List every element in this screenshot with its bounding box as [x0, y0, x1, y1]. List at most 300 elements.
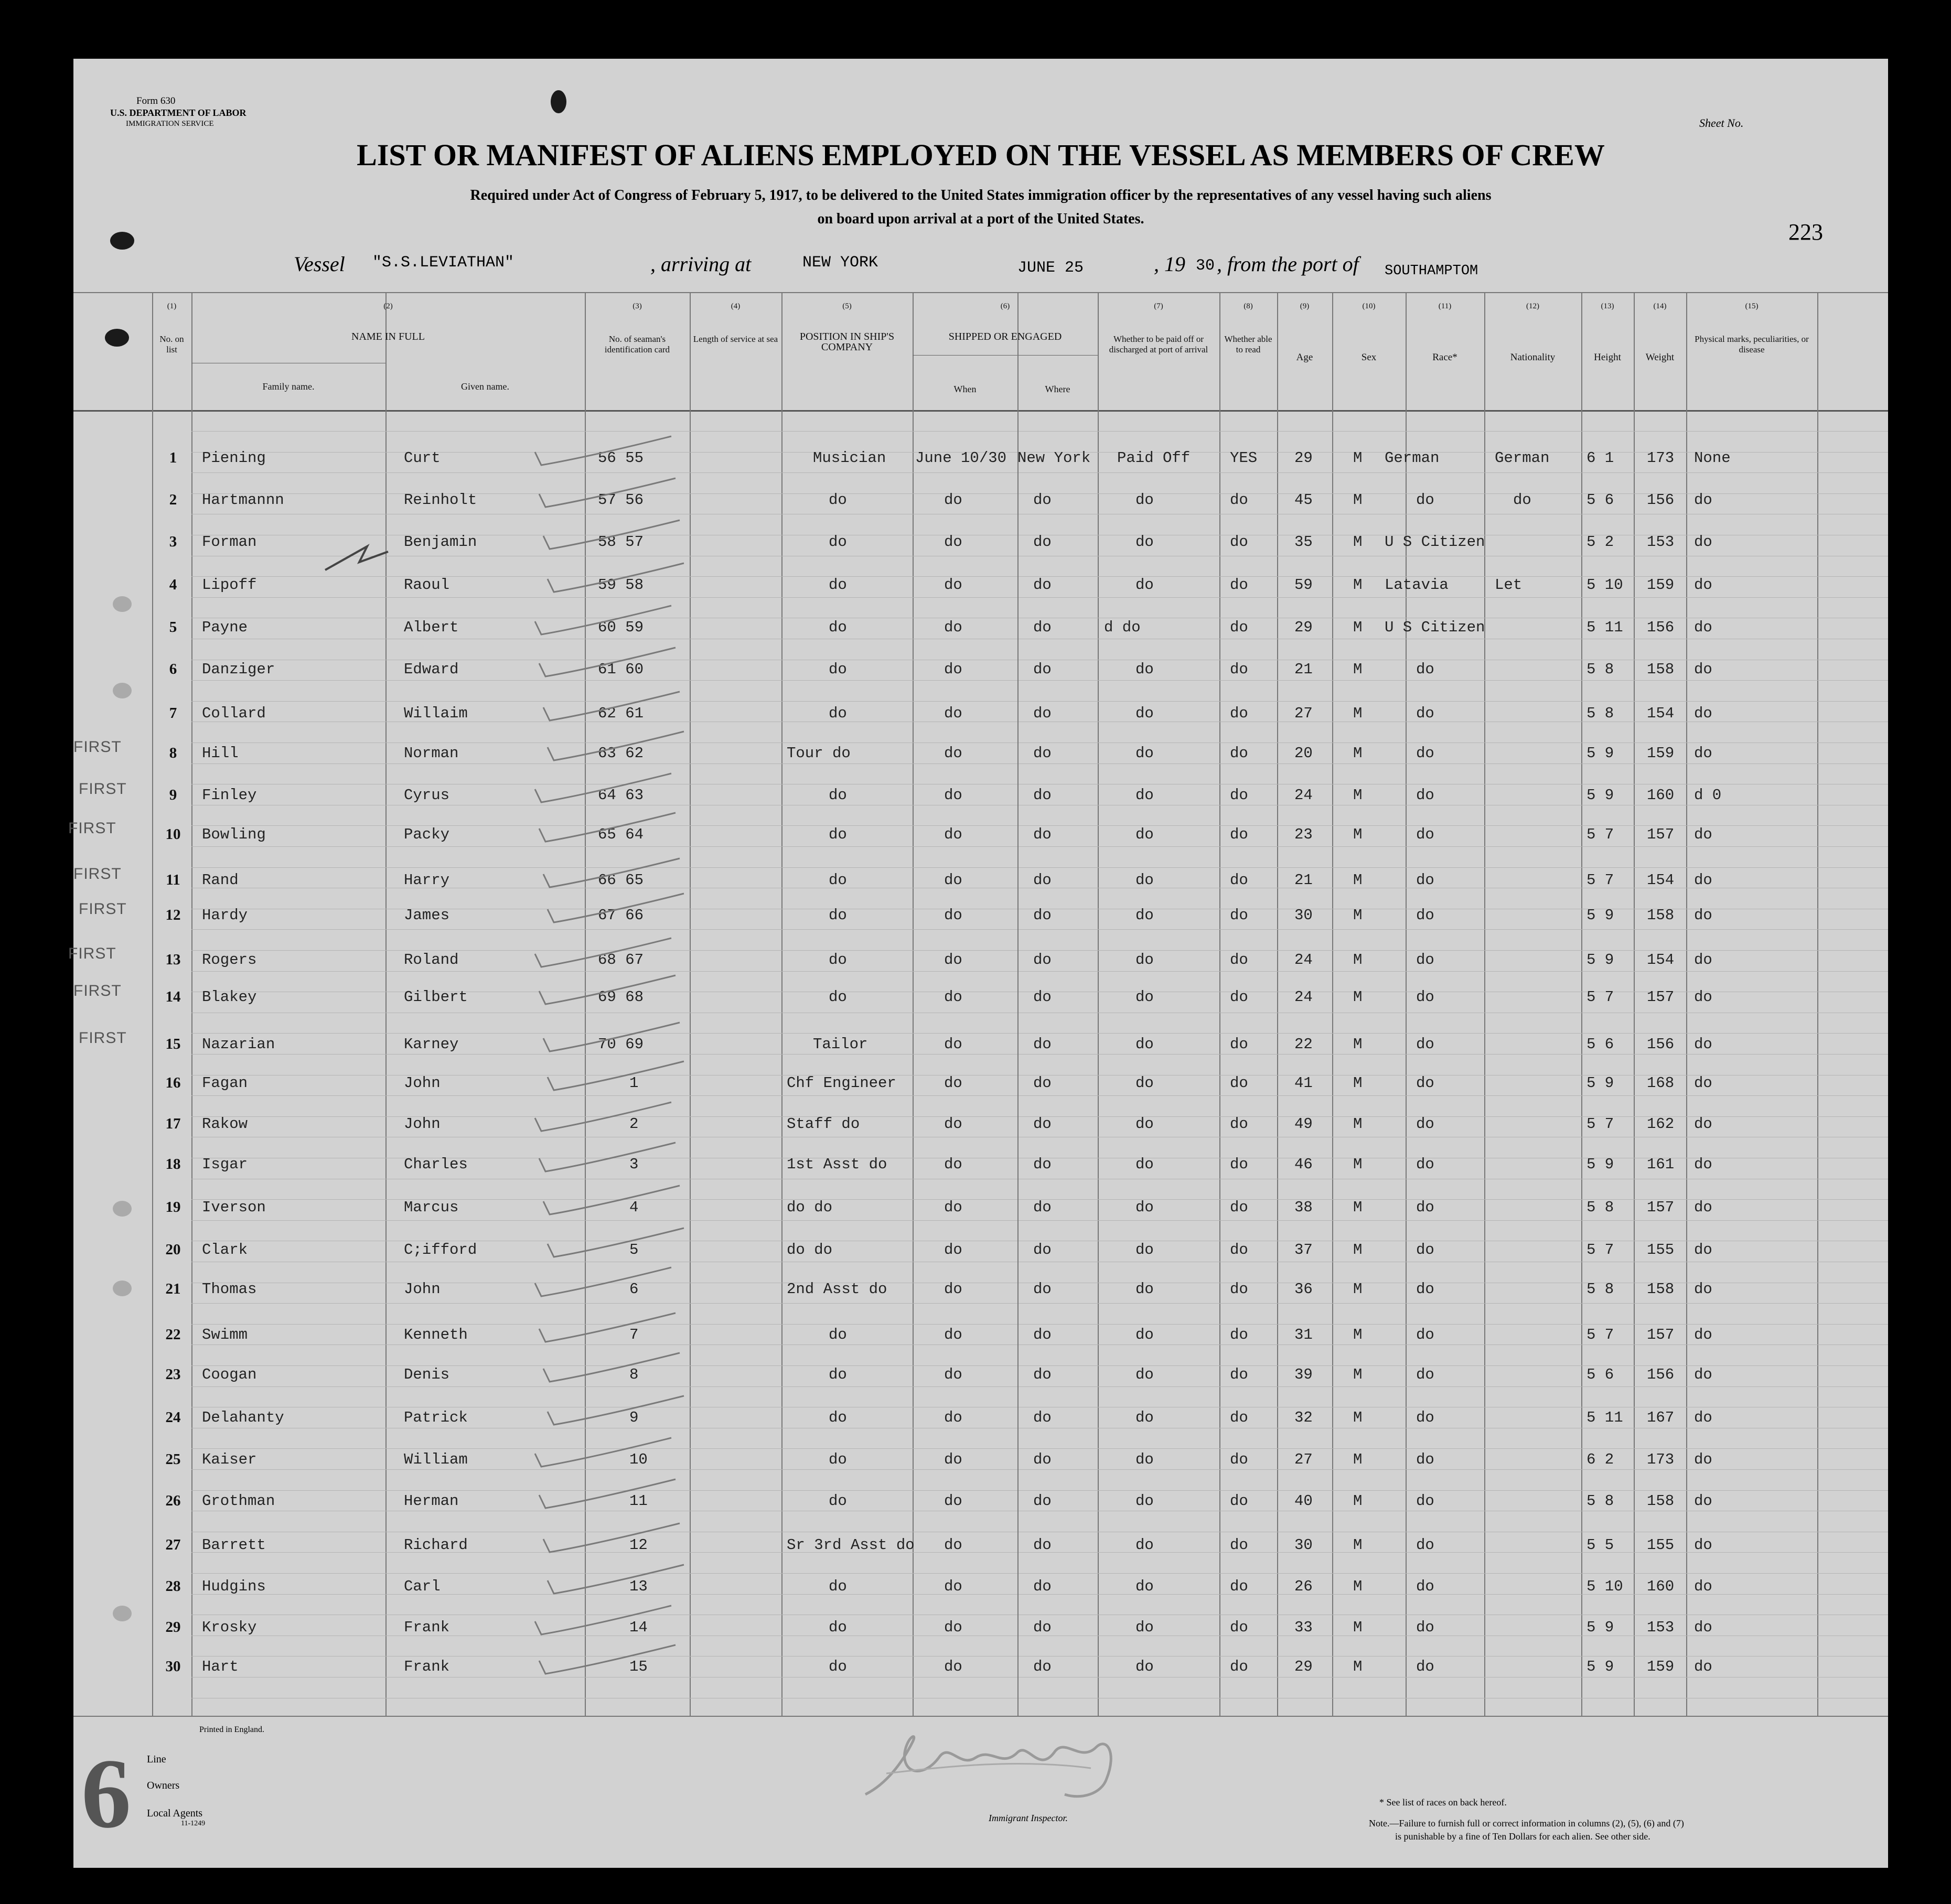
height: 5 9 — [1586, 787, 1614, 804]
weight: 161 — [1647, 1156, 1675, 1173]
shipped-when: do — [944, 1658, 962, 1675]
column-header-h5: POSITION IN SHIP'S COMPANY — [799, 331, 895, 353]
physical-marks: do — [1694, 745, 1712, 762]
age: 26 — [1294, 1578, 1313, 1595]
height: 5 8 — [1586, 1199, 1614, 1216]
race: do — [1416, 745, 1434, 762]
weight: 158 — [1647, 1281, 1675, 1298]
row-number: 25 — [165, 1451, 181, 1468]
position: do do — [787, 1241, 833, 1258]
shipped-where: do — [1033, 1036, 1052, 1053]
position: do — [829, 1409, 847, 1426]
weight: 156 — [1647, 491, 1675, 509]
able-to-read: do — [1230, 1619, 1248, 1636]
family-name: Kaiser — [202, 1451, 257, 1468]
paid-off: do — [1135, 1658, 1154, 1675]
height: 5 9 — [1586, 1658, 1614, 1675]
height: 6 1 — [1586, 449, 1614, 467]
big-number: 6 — [81, 1739, 131, 1849]
column-divider — [585, 292, 586, 1716]
position: Sr 3rd Asst do — [787, 1536, 915, 1554]
paid-off: do — [1135, 1366, 1154, 1383]
shipped-where: do — [1033, 988, 1052, 1006]
punch-hole — [551, 90, 566, 113]
shipped-when: do — [944, 1199, 962, 1216]
shipped-where: do — [1033, 619, 1052, 636]
height: 5 7 — [1586, 1115, 1614, 1133]
height: 5 10 — [1586, 1578, 1623, 1595]
age: 22 — [1294, 1036, 1313, 1053]
arrow-mark — [325, 546, 388, 570]
height: 5 5 — [1586, 1536, 1614, 1554]
race: do — [1416, 1536, 1434, 1554]
height: 5 7 — [1586, 988, 1614, 1006]
sex: M — [1353, 787, 1363, 804]
subtitle-1: Required under Act of Congress of February 5, 1917, to be delivered to the United States immigration officer by the representatives of any vessel having such aliens — [470, 187, 1492, 203]
physical-marks: do — [1694, 1409, 1712, 1426]
age: 35 — [1294, 533, 1313, 551]
age: 31 — [1294, 1326, 1313, 1343]
sex: M — [1353, 1366, 1363, 1383]
physical-marks: None — [1694, 449, 1731, 467]
row-number: 12 — [165, 907, 181, 923]
weight: 159 — [1647, 745, 1675, 762]
race: do — [1416, 1366, 1434, 1383]
row-number: 27 — [165, 1536, 181, 1553]
family-name: Finley — [202, 787, 257, 804]
family-name: Clark — [202, 1241, 248, 1258]
row-rule — [191, 472, 1888, 473]
shipped-where: do — [1033, 1619, 1052, 1636]
punch-hole — [105, 329, 129, 347]
shipped-where: do — [1033, 1366, 1052, 1383]
check-mark — [535, 1267, 671, 1296]
sex: M — [1353, 745, 1363, 762]
footer-agents: Local Agents — [147, 1808, 203, 1819]
shipped-when: do — [944, 1619, 962, 1636]
seaman-card-number: 7 — [629, 1326, 639, 1343]
able-to-read: do — [1230, 1658, 1248, 1675]
family-name: Bowling — [202, 826, 266, 843]
family-name: Iverson — [202, 1199, 266, 1216]
column-number-n3: (3) — [633, 302, 642, 310]
race: do — [1416, 1409, 1434, 1426]
physical-marks: do — [1694, 1326, 1712, 1343]
footer-owners: Owners — [147, 1780, 180, 1791]
column-header-where: Where — [1045, 384, 1070, 394]
given-name: Norman — [404, 745, 459, 762]
position: Tour do — [787, 745, 851, 762]
shipped-where: do — [1033, 1536, 1052, 1554]
weight: 162 — [1647, 1115, 1675, 1133]
height: 5 6 — [1586, 491, 1614, 509]
able-to-read: do — [1230, 951, 1248, 969]
column-number-n1: (1) — [167, 302, 177, 310]
seaman-card-number: 70 69 — [598, 1036, 644, 1053]
sex: M — [1353, 1578, 1363, 1595]
sex: M — [1353, 988, 1363, 1006]
sex: M — [1353, 1619, 1363, 1636]
weight: 158 — [1647, 1492, 1675, 1510]
row-number: 3 — [169, 533, 177, 550]
race: do — [1416, 1156, 1434, 1173]
shipped-when: do — [944, 491, 962, 509]
family-name: Rand — [202, 872, 239, 889]
inspector-signature — [855, 1721, 1128, 1810]
sex: M — [1353, 1451, 1363, 1468]
race: do — [1416, 907, 1434, 924]
shipped-when: do — [944, 533, 962, 551]
family-name: Danziger — [202, 661, 275, 678]
column-number-n10: (10) — [1362, 302, 1376, 310]
check-marks — [73, 59, 1888, 1868]
height: 5 6 — [1586, 1366, 1614, 1383]
row-number: 30 — [165, 1658, 181, 1675]
height: 5 2 — [1586, 533, 1614, 551]
height: 5 7 — [1586, 1326, 1614, 1343]
row-number: 9 — [169, 787, 177, 803]
age: 30 — [1294, 1536, 1313, 1554]
row-number: 26 — [165, 1492, 181, 1509]
column-divider — [1406, 292, 1407, 1716]
punch-hole — [113, 1606, 132, 1621]
sex: M — [1353, 1326, 1363, 1343]
race: do — [1416, 951, 1434, 969]
seaman-card-number: 66 65 — [598, 872, 644, 889]
given-name: Frank — [404, 1658, 450, 1675]
shipped-where: do — [1033, 826, 1052, 843]
row-number: 4 — [169, 576, 177, 593]
position: do — [829, 1451, 847, 1468]
given-name: John — [404, 1281, 441, 1298]
column-header-h8: Whether able to read — [1224, 334, 1272, 354]
shipped-subheader-rule — [913, 355, 1098, 356]
seaman-card-number: 58 57 — [598, 533, 644, 551]
given-name: Raoul — [404, 576, 450, 594]
check-mark — [548, 1228, 684, 1257]
paid-off: do — [1135, 705, 1154, 722]
shipped-when: do — [944, 787, 962, 804]
sheet-label: Sheet No. — [1699, 116, 1744, 130]
height: 5 11 — [1586, 619, 1623, 636]
row-number: 19 — [165, 1199, 181, 1215]
column-number-n7: (7) — [1154, 302, 1163, 310]
race: do — [1416, 1115, 1434, 1133]
footer-line: Line — [147, 1754, 166, 1765]
year: 30 — [1196, 257, 1215, 275]
seaman-card-number: 3 — [629, 1156, 639, 1173]
race: do — [1416, 787, 1434, 804]
seaman-card-number: 9 — [629, 1409, 639, 1426]
shipped-where: do — [1033, 1074, 1052, 1092]
arriving-label: , arriving at — [650, 252, 752, 276]
first-stamp: FIRST — [79, 900, 127, 918]
shipped-when: do — [944, 1156, 962, 1173]
race: do — [1416, 872, 1434, 889]
row-number: 24 — [165, 1409, 181, 1426]
row-number: 16 — [165, 1074, 181, 1091]
age: 59 — [1294, 576, 1313, 594]
seaman-card-number: 67 66 — [598, 907, 644, 924]
row-number: 28 — [165, 1578, 181, 1595]
column-divider — [385, 292, 387, 1716]
weight: 160 — [1647, 1578, 1675, 1595]
check-mark — [535, 1438, 671, 1467]
from-label: , from the port of — [1217, 252, 1359, 276]
age: 39 — [1294, 1366, 1313, 1383]
row-rule — [191, 1490, 1888, 1491]
column-header-h12: Nationality — [1510, 352, 1556, 363]
physical-marks: do — [1694, 576, 1712, 594]
paid-off: do — [1135, 1199, 1154, 1216]
paid-off: do — [1135, 1536, 1154, 1554]
age: 49 — [1294, 1115, 1313, 1133]
paid-off: do — [1135, 576, 1154, 594]
column-header-h11: Race* — [1432, 352, 1457, 363]
seaman-card-number: 5 — [629, 1241, 639, 1258]
weight: 155 — [1647, 1241, 1675, 1258]
seaman-card-number: 6 — [629, 1281, 639, 1298]
shipped-when: do — [944, 988, 962, 1006]
paid-off: do — [1135, 1156, 1154, 1173]
first-stamp: FIRST — [79, 780, 127, 798]
shipped-when: do — [944, 619, 962, 636]
row-rule — [191, 1033, 1888, 1034]
position: do — [829, 533, 847, 551]
row-rule — [191, 846, 1888, 847]
height: 6 2 — [1586, 1451, 1614, 1468]
paid-off: Paid Off — [1117, 449, 1191, 467]
given-name: James — [404, 907, 450, 924]
age: 24 — [1294, 988, 1313, 1006]
family-name: Hudgins — [202, 1578, 266, 1595]
shipped-where: do — [1033, 951, 1052, 969]
paid-off: do — [1135, 661, 1154, 678]
able-to-read: do — [1230, 1536, 1248, 1554]
weight: 158 — [1647, 907, 1675, 924]
first-stamp: FIRST — [73, 738, 122, 756]
row-number: 17 — [165, 1115, 181, 1132]
shipped-when: do — [944, 826, 962, 843]
age: 36 — [1294, 1281, 1313, 1298]
position: do — [829, 787, 847, 804]
able-to-read: do — [1230, 1578, 1248, 1595]
given-name: Charles — [404, 1156, 468, 1173]
row-rule — [191, 431, 1888, 432]
paid-off: do — [1135, 1115, 1154, 1133]
height: 5 8 — [1586, 705, 1614, 722]
row-number: 22 — [165, 1326, 181, 1343]
physical-marks: do — [1694, 1619, 1712, 1636]
paid-off: do — [1135, 1036, 1154, 1053]
able-to-read: do — [1230, 1199, 1248, 1216]
age: 21 — [1294, 872, 1313, 889]
punch-hole — [110, 232, 134, 250]
race: do — [1416, 1658, 1434, 1675]
column-divider — [1332, 292, 1333, 1716]
seaman-card-number: 15 — [629, 1658, 648, 1675]
physical-marks: do — [1694, 1578, 1712, 1595]
given-name: Carl — [404, 1578, 441, 1595]
column-number-n2: (2) — [383, 302, 393, 310]
race: do — [1416, 1199, 1434, 1216]
check-mark — [539, 1479, 676, 1508]
check-mark — [539, 1143, 676, 1171]
check-mark — [548, 1396, 684, 1425]
physical-marks: do — [1694, 1658, 1712, 1675]
weight: 155 — [1647, 1536, 1675, 1554]
row-rule — [191, 1054, 1888, 1055]
weight: 160 — [1647, 787, 1675, 804]
family-name: Hardy — [202, 907, 248, 924]
sex: M — [1353, 449, 1363, 467]
paid-off: do — [1135, 1326, 1154, 1343]
check-mark — [548, 1061, 684, 1090]
given-name: Edward — [404, 661, 459, 678]
row-number: 1 — [169, 449, 177, 466]
weight: 158 — [1647, 661, 1675, 678]
position: do — [829, 1658, 847, 1675]
shipped-where: do — [1033, 661, 1052, 678]
physical-marks: do — [1694, 1199, 1712, 1216]
paid-off: do — [1135, 1578, 1154, 1595]
row-rule — [191, 1303, 1888, 1304]
paid-off: do — [1135, 1281, 1154, 1298]
seaman-card-number: 68 67 — [598, 951, 644, 969]
column-number-n12: (12) — [1526, 302, 1539, 310]
subtitle-2: on board upon arrival at a port of the United States. — [817, 211, 1144, 227]
service: IMMIGRATION SERVICE — [126, 120, 214, 128]
position: do — [829, 1366, 847, 1383]
position: do — [829, 1492, 847, 1510]
shipped-where: do — [1033, 1409, 1052, 1426]
physical-marks: do — [1694, 951, 1712, 969]
column-header-h3: No. of seaman's identification card — [604, 334, 670, 354]
row-rule — [191, 929, 1888, 930]
weight: 159 — [1647, 1658, 1675, 1675]
row-number: 15 — [165, 1036, 181, 1052]
shipped-when: do — [944, 1578, 962, 1595]
height: 5 9 — [1586, 1074, 1614, 1092]
row-rule — [191, 971, 1888, 972]
family-name: Barrett — [202, 1536, 266, 1554]
given-name: Gilbert — [404, 988, 468, 1006]
shipped-when: do — [944, 1451, 962, 1468]
age: 27 — [1294, 1451, 1313, 1468]
able-to-read: do — [1230, 1451, 1248, 1468]
row-rule — [191, 1095, 1888, 1096]
check-mark — [543, 1186, 680, 1214]
column-header-h14: Weight — [1645, 352, 1675, 363]
nationality: Let — [1495, 576, 1523, 594]
check-mark — [548, 1565, 684, 1594]
page-title: LIST OR MANIFEST OF ALIENS EMPLOYED ON THE VESSEL AS MEMBERS OF CREW — [357, 138, 1605, 172]
height: 5 9 — [1586, 1619, 1614, 1636]
sex: M — [1353, 1036, 1363, 1053]
shipped-when: do — [944, 661, 962, 678]
sex: M — [1353, 1115, 1363, 1133]
position: do — [829, 907, 847, 924]
sex: M — [1353, 1156, 1363, 1173]
age: 33 — [1294, 1619, 1313, 1636]
given-name: Willaim — [404, 705, 468, 722]
physical-marks: do — [1694, 491, 1712, 509]
race: do — [1416, 1578, 1434, 1595]
paid-off: do — [1135, 1409, 1154, 1426]
race: do — [1416, 705, 1434, 722]
row-number: 8 — [169, 745, 177, 761]
column-header-h1: No. on list — [159, 334, 184, 354]
inspector-label: Immigrant Inspector. — [989, 1813, 1068, 1823]
position: Musician — [813, 449, 886, 467]
row-rule — [191, 763, 1888, 764]
row-number: 29 — [165, 1619, 181, 1636]
given-name: William — [404, 1451, 468, 1468]
paid-off: do — [1135, 951, 1154, 969]
shipped-where: do — [1033, 1451, 1052, 1468]
seaman-card-number: 59 58 — [598, 576, 644, 594]
shipped-where: do — [1033, 1578, 1052, 1595]
race: Latavia — [1385, 576, 1449, 594]
family-name: Forman — [202, 533, 257, 551]
physical-marks: do — [1694, 826, 1712, 843]
shipped-when: do — [944, 1241, 962, 1258]
paid-off: d do — [1104, 619, 1141, 636]
row-number: 18 — [165, 1156, 181, 1172]
weight: 159 — [1647, 576, 1675, 594]
first-stamp: FIRST — [68, 820, 116, 837]
given-name: Harry — [404, 872, 450, 889]
height: 5 11 — [1586, 1409, 1623, 1426]
weight: 157 — [1647, 1326, 1675, 1343]
paid-off: do — [1135, 907, 1154, 924]
shipped-where: New York — [1017, 449, 1091, 467]
shipped-where: do — [1033, 1281, 1052, 1298]
arriving-port: NEW YORK — [802, 254, 878, 272]
able-to-read: do — [1230, 491, 1248, 509]
race: do — [1416, 661, 1434, 678]
paid-off: do — [1135, 988, 1154, 1006]
able-to-read: do — [1230, 1241, 1248, 1258]
age: 40 — [1294, 1492, 1313, 1510]
shipped-when: do — [944, 1536, 962, 1554]
seaman-card-number: 2 — [629, 1115, 639, 1133]
given-name: Albert — [404, 619, 459, 636]
weight: 156 — [1647, 1366, 1675, 1383]
able-to-read: do — [1230, 787, 1248, 804]
given-name: Marcus — [404, 1199, 459, 1216]
paid-off: do — [1135, 826, 1154, 843]
able-to-read: do — [1230, 1074, 1248, 1092]
paid-off: do — [1135, 1241, 1154, 1258]
shipped-when: do — [944, 1281, 962, 1298]
weight: 154 — [1647, 872, 1675, 889]
age: 27 — [1294, 705, 1313, 722]
department: U.S. DEPARTMENT OF LABOR — [110, 107, 246, 118]
position: do — [829, 951, 847, 969]
given-name: Karney — [404, 1036, 459, 1053]
able-to-read: do — [1230, 1281, 1248, 1298]
height: 5 9 — [1586, 907, 1614, 924]
age: 46 — [1294, 1156, 1313, 1173]
race: do — [1416, 1451, 1434, 1468]
paid-off: do — [1135, 787, 1154, 804]
family-name: Piening — [202, 449, 266, 467]
able-to-read: YES — [1230, 449, 1258, 467]
seaman-card-number: 57 56 — [598, 491, 644, 509]
check-mark — [539, 1313, 676, 1342]
column-number-n15: (15) — [1745, 302, 1759, 310]
